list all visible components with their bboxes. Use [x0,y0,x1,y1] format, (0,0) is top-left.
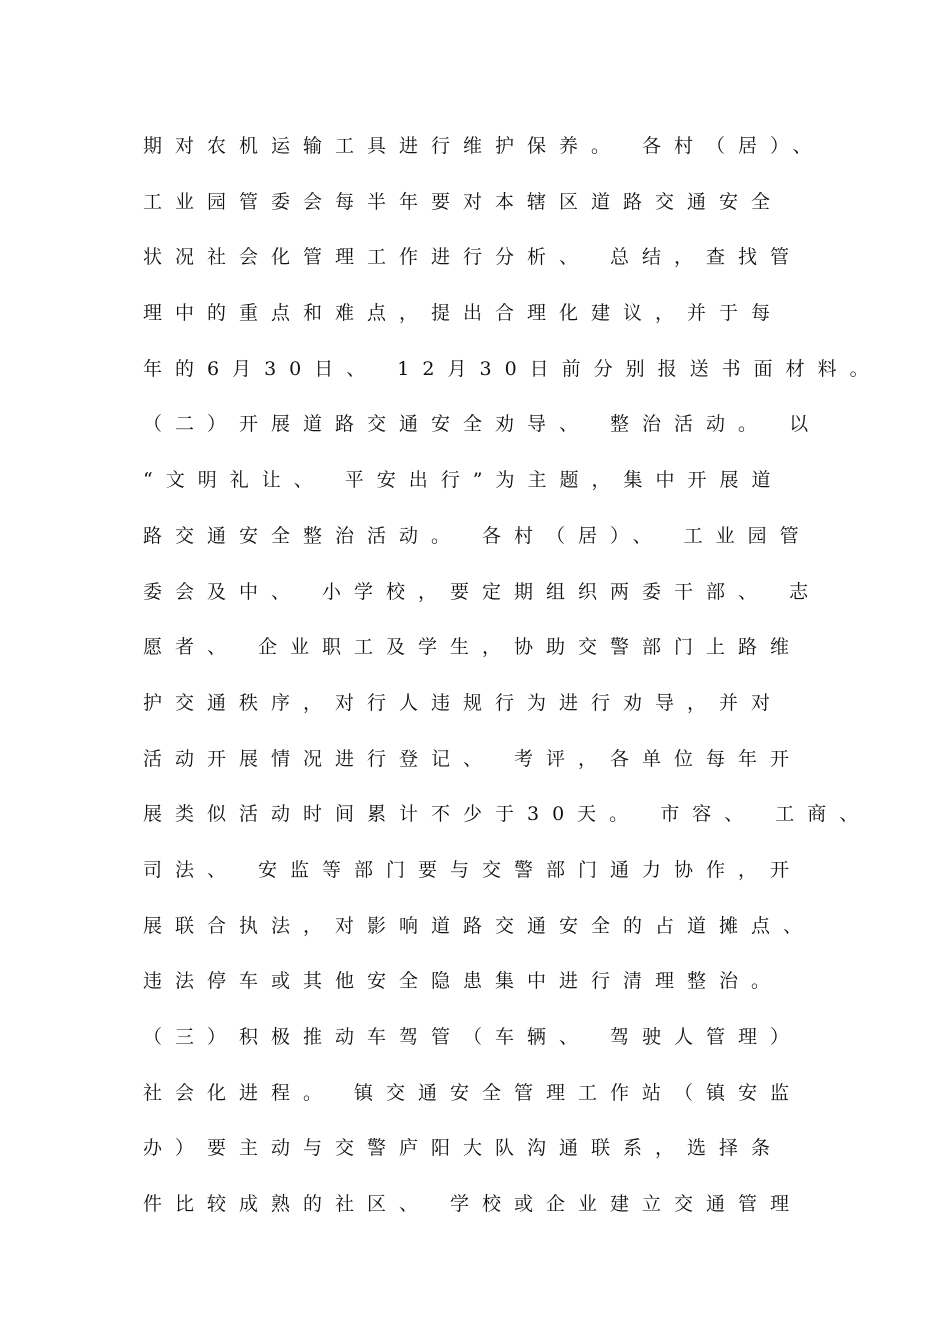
text-line: 活动开展情况进行登记、 考评，各单位每年开 [143,747,803,770]
text-line: 路交通安全整治活动。 各村（居）、 工业园管 [143,524,812,547]
text-line: 委会及中、 小学校，要定期组织两委干部、 志 [143,580,822,603]
text-line: 理中的重点和难点，提出合理化建议，并于每 [143,302,784,325]
text-line: 办）要主动与交警庐阳大队沟通联系，选择条 [143,1137,784,1160]
text-line: 愿者、 企业职工及学生，协助交警部门上路维 [143,636,803,659]
text-line: 违法停车或其他安全隐患集中进行清理整治。 [143,970,784,993]
text-line: 期对农机运输工具进行维护保养。 各村（居）、 [143,135,825,157]
text-line: 展类似活动时间累计不少于30天。 市容、 工商、 [143,803,872,826]
text-line: “文明礼让、 平安出行”为主题，集中开展道 [143,469,784,492]
text-line: 司法、 安监等部门要与交警部门通力协作，开 [143,858,803,881]
text-line: 工业园管委会每半年要对本辖区道路交通安全 [143,190,784,213]
text-line: 年的6月30日、 12月30日前分别报送书面材料。 [143,357,882,380]
text-line: （二）开展道路交通安全劝导、 整治活动。 以 [143,413,822,436]
document-body [143,126,882,1240]
text-line: 社会化进程。 镇交通安全管理工作站（镇安监 [143,1081,803,1104]
text-line: 展联合执法，对影响道路交通安全的占道摊点、 [143,914,816,937]
text-line: 护交通秩序，对行人违规行为进行劝导，并对 [143,691,784,714]
text-line: 状况社会化管理工作进行分析、 总结，查找管 [143,246,803,269]
text-line: （三）积极推动车驾管（车辆、 驾驶人管理） [143,1026,803,1048]
text-line: 件比较成熟的社区、 学校或企业建立交通管理 [143,1193,803,1216]
